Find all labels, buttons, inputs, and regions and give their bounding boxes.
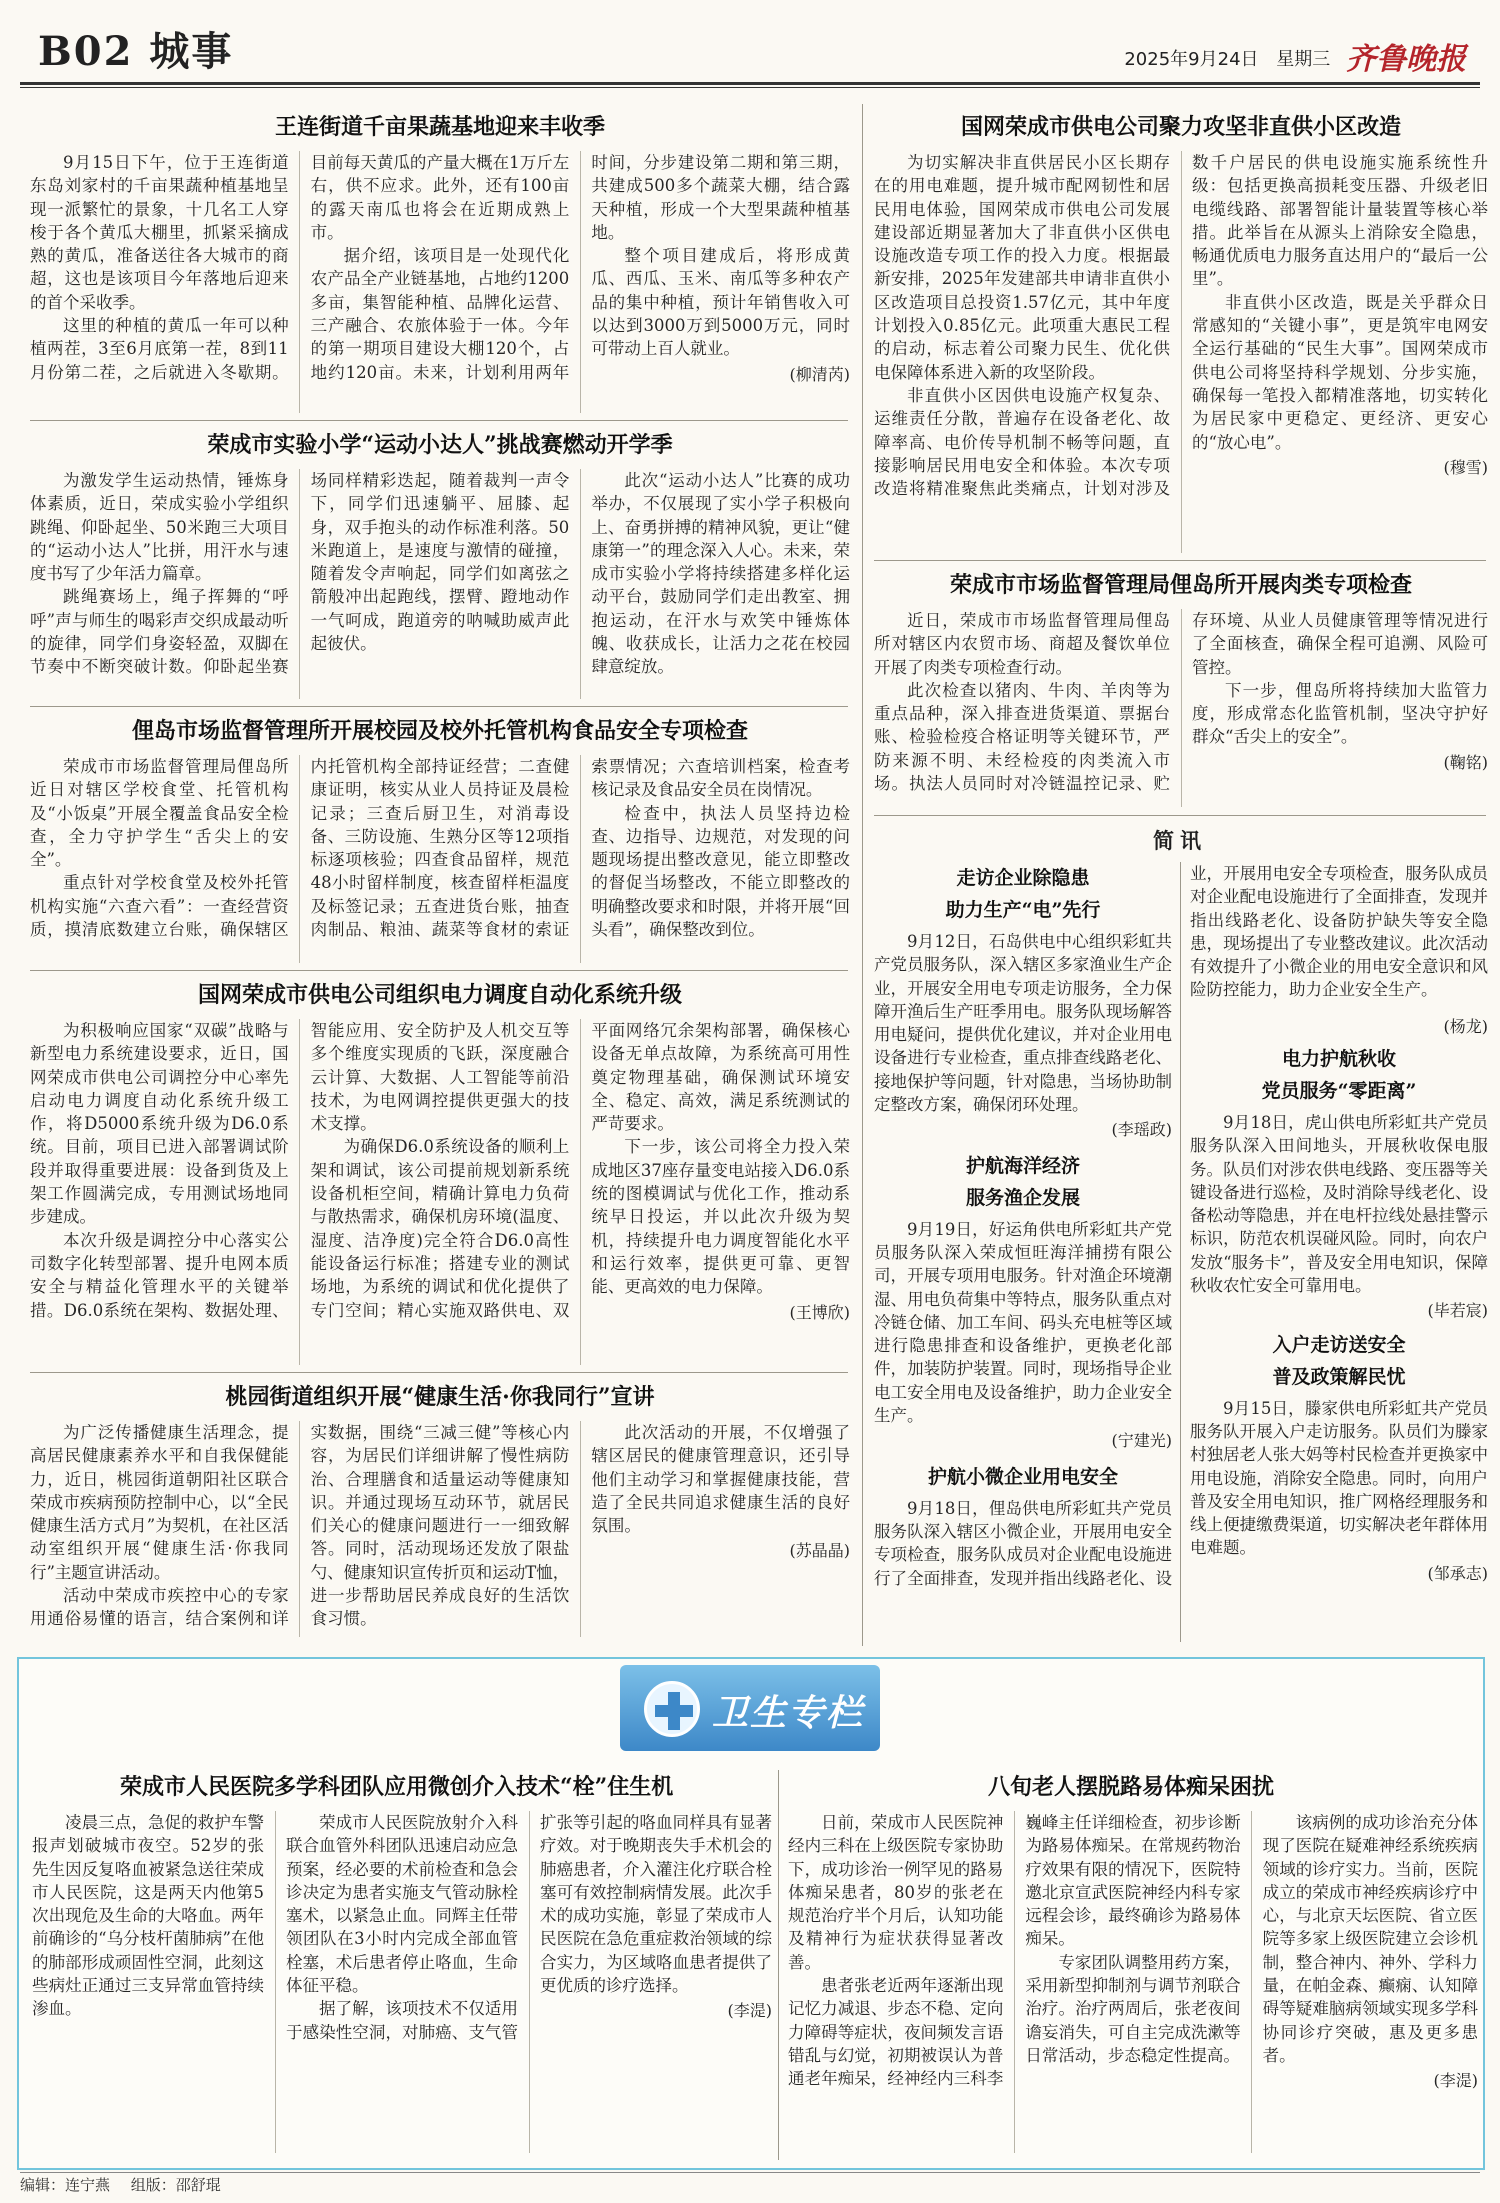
article-body (32, 1811, 772, 2153)
medical-cross-icon (644, 1681, 700, 1737)
paragraph: 9月18日，虎山供电所彩虹共产党员服务队深入田间地头，开展秋收保电服务。队员们对涉农供电线路、变压器等关键设备进行巡检，及时消除导线老化、设备松动等隐患，并在电杆拉线处悬挂警示标识，防范农机误碰风险。同时，向农户发放“服务卡”，普及安全用电知识，保障秋收农忙安全可靠用电。 (1190, 1113, 1488, 1296)
paragraph: 据介绍，该项目是一处现代化农产品全产业链基地，占地约1200多亩，集智能种植、品牌化运营、三产融合、农旅体验于一体。今年的第一期项目建设大棚120个，占地约120亩。未来，计划利用两年时间，分步建设第二期和第三期，共建成500多个蔬菜大棚，结合露天种植，形成一个大型果蔬种植基地。 (310, 153, 850, 382)
brief-title: 入户走访送安全 (1272, 1333, 1406, 1356)
paragraph: 9月15日，滕家供电所彩虹共产党员服务队开展入户走访服务。队员们为滕家村独居老人张大妈等村民检查并更换家中用电设施，消除安全隐患。同时，向用户普及安全用电知识，推广网格经理服务和线上便捷缴费渠道，切实解决老年群体用电难题。 (1190, 1398, 1488, 1558)
paragraph: 凌晨三点，急促的救护车警报声划破城市夜空。52岁的张先生因反复咯血被紧急送往荣成市人民医院，这是两天内他第5次出现危及生命的大咯血。两年前确诊的“乌分枝杆菌肺病”在他的肺部形成顽固性空洞，此刻这些病灶正通过三支异常血管持续渗血。 (32, 1813, 264, 2019)
brief-body (1190, 1397, 1488, 1585)
brief-title: 护航海洋经济 (965, 1154, 1080, 1177)
paragraph: 9月19日，好运角供电所彩虹共产党员服务队深入荣成恒旺海洋捕捞有限公司，开展专项用电服务。针对渔企环境潮湿、用电负荷集中等特点，服务队重点对冷链仓储、加工车间、码头充电桩等区域进行隐患排查和设备维护，更换老化部件，加装防护装置。同时，现场指导企业电工安全用电及设备维护，助力企业安全生产。 (874, 1219, 1172, 1426)
footer (20, 2174, 221, 2195)
article-title: 国网荣成市供电公司组织电力调度自动化系统升级 (197, 982, 682, 1008)
paragraph: 业，开展用电安全专项检查，服务队成员对企业配电设施进行了全面排查，发现并指出线路老化、设备防护缺失等安全隐患，现场提出了专业整改建议。此次活动有效提升了小微企业的用电安全意识和风险防控能力，助力企业安全生产。 (1190, 864, 1488, 1000)
paragraph: 9月18日，俚岛供电所彩虹共产党员服务队深入辖区小微企业，开展用电安全专项检查，服务队成员对企业配电设施进行了全面排查，发现并指出线路老化、设 (874, 1498, 1172, 1588)
paragraph: 为积极响应国家“双碳”战略与新型电力系统建设要求，近日，国网荣成市供电公司调控分中心率先启动电力调度自动化系统升级工作，将D5000系统升级为D6.0系统。目前，项目已进入部署调试阶段并取得重要进展：设备到货及上架工作圆满完成，专用测试场地同步建成。 (30, 1021, 289, 1227)
paragraph: 专家团队调整用药方案，采用新型抑制剂与调节剂联合治疗。治疗两周后，张老夜间谵妄消失，可自主完成洗漱等日常活动，步态稳定性提高。 (1025, 1952, 1241, 2065)
layout-credit: 组版：邵舒琨 (130, 2176, 221, 2194)
article-body (788, 1811, 1478, 2153)
paragraph: 患者张老近两年逐渐出现记忆力减退、步态不稳、定向力障碍等症状，夜间频发言语错乱与幻觉，初期被误认为普通老年痴呆，经神经内三科李巍峰主任详细检查，初步诊断为路易体痴呆。在常规药物治疗效果有限的情况下，医院特邀北京宣武医院神经内科专家远程会诊，最终确诊为路易体痴呆。 (788, 1813, 1241, 2089)
brief-title: 电力护航秋收 (1281, 1048, 1396, 1070)
paragraph: 9月15日下午，位于王连街道东岛刘家村的千亩果蔬种植基地呈现一派繁忙的景象，十几名工人穿梭于各个黄瓜大棚里，抓紧采摘成熟的黄瓜，准备送往各大城市的商超，这也是该项目今年落地后迎来的首个采收季。 (30, 153, 289, 312)
header-meta (1124, 34, 1466, 78)
paragraph: 据了解，该项技术不仅适用于感染性空洞，对肺癌、支气管扩张等引起的咯血同样具有显著疗效。对于晚期丧失手术机会的肺癌患者，介入灌注化疗联合栓塞可有效控制病情发展。此次手术的成功实施，彰显了荣成市人民医院在急危重症救治领域的综合实力，为区域咯血患者提供了更优质的诊疗选择。 (286, 1813, 772, 2042)
article-body (874, 609, 1488, 807)
brief-body (874, 930, 1172, 1142)
health-column-label: 卫生专栏 (712, 1693, 865, 1734)
article-body (874, 151, 1488, 553)
paragraph: 荣成市市场监督管理局俚岛所近日对辖区学校食堂、托管机构及“小饭桌”开展全覆盖食品安全检查，全力守护学生“舌尖上的安全”。 (30, 757, 289, 870)
article-body (30, 151, 850, 413)
issue-date: 2025年9月24日 (1124, 49, 1259, 70)
author: (李瑶政) (1111, 1120, 1172, 1140)
article-title: 荣成市人民医院多学科团队应用微创介入技术“栓”住生机 (120, 1774, 674, 1800)
article-lewy-body (788, 1770, 1478, 2160)
article-title: 荣成市实验小学“运动小达人”挑战赛燃动开学季 (207, 432, 673, 458)
paragraph: 为广泛传播健康生活理念，提高居民健康素养水平和自我保健能力，近日，桃园街道朝阳社区联合荣成市疾病预防控制中心，以“全民健康生活方式月”为契机，在社区活动室组织开展“健康生活·你我同行”主题宣讲活动。 (30, 1423, 289, 1582)
brief-body (1190, 1111, 1488, 1323)
paragraph: 活动中荣成市疾控中心的专家用通俗易懂的语言，结合案例和详实数据，围绕“三减三健”等核心内容，为居民们详细讲解了慢性病防治、合理膳食和适量运动等健康知识。并通过现场互动环节，就居民们关心的健康问题进行一一细致解答。同时，活动现场还发放了限盐勺、健康知识宣传折页和运动T恤，进一步帮助居民养成良好的生活饮食习惯。 (30, 1423, 570, 1629)
divider (30, 706, 848, 707)
paragraph: 为激发学生运动热情，锤炼身体素质，近日，荣成实验小学组织跳绳、仰卧起坐、50米跑三大项目的“运动小达人”比拼，用汗水与速度书写了少年活力篇章。 (30, 471, 289, 584)
paper-logo: 齐鲁晚报 (1346, 42, 1466, 77)
article-food-safety-school (30, 714, 850, 968)
paragraph: 为确保D6.0系统设备的顺利上架和调试，该公司提前规划新系统设备机柜空间，精确计算电力负荷与散热需求，确保机房环境(温度、湿度、洁净度)完全符合D6.0高性能设备运行标准；搭建专业的测试场地，为系统的调试和优化提供了专门空间；精心实施双路供电、双平面网络冗余架构部署，确保核心设备无单点故障，为系统高可用性奠定物理基础，确保测试环境安全、稳定、高效，满足系统测试的严苛要求。 (310, 1021, 850, 1320)
brief-body (874, 1218, 1172, 1453)
briefs-right-column (1190, 862, 1488, 1646)
paragraph: 下一步，俚岛所将持续加大监管力度，形成常态化监管机制，坚决守护好群众“舌尖上的安全”。 (1192, 680, 1488, 747)
article-body (30, 1019, 850, 1365)
divider (30, 420, 848, 421)
article-title: 荣成市市场监督管理局俚岛所开展肉类专项检查 (949, 572, 1412, 598)
author: (李湜) (1433, 2071, 1478, 2091)
article-body (30, 1421, 850, 1637)
health-column-banner (620, 1665, 880, 1751)
article-body (30, 755, 850, 963)
author: (鞠铭) (1443, 752, 1488, 772)
column-divider (862, 104, 863, 1646)
author: (宁建光) (1111, 1431, 1172, 1451)
article-embolization (32, 1770, 772, 2160)
header-rule (20, 82, 1480, 85)
article-sports-kids (30, 428, 850, 704)
paragraph: 本次升级是调控分中心落实公司数字化转型部署、提升电网本质安全与精益化管理水平的关键举措。D6.0系统在架构、数据处理、智能应用、安全防护及人机交互等多个维度实现质的飞跃，深度融合云计算、大数据、人工智能等前沿技术，为电网调控提供更强大的技术支撑。 (30, 1021, 570, 1320)
masthead (0, 0, 1500, 100)
article-healthy-living (30, 1380, 850, 1642)
brief-subtitle: 普及政策解民忧 (1272, 1365, 1406, 1388)
paragraph: 跳绳赛场上，绳子挥舞的“呼呼”声与师生的喝彩声交织成最动听的旋律，同学们身姿轻盈，双脚在节奏中不断突破计数。仰卧起坐赛场同样精彩迭起，随着裁判一声令下，同学们迅速躺平、屈膝、起身，双手抱头的动作标准利落。50米跑道上，是速度与激情的碰撞，随着发令声响起，同学们如离弦之箭般冲出起跑线，摆臂、蹬地动作一气呵成，跑道旁的呐喊助威声此起彼伏。 (30, 471, 570, 677)
paragraph: 该病例的成功诊治充分体现了医院在疑难神经系统疾病领域的诊疗实力。当前，医院成立的荣成市神经疾病诊疗中心，与北京天坛医院、省立医院等多家上级医院建立会诊机制，整合神内、神外、学科力量，在帕金森、癫痫、认知障碍等疑难脑病领域实现多学科协同诊疗突破，惠及更多患者。 (1262, 1813, 1478, 2065)
brief-title: 走访企业除隐患 (956, 867, 1090, 889)
brief-item (874, 862, 1172, 1142)
paragraph: 非直供小区改造，既是关乎群众日常感知的“关键小事”，更是筑牢电网安全运行基础的“民生大事”。国网荣成市供电公司将坚持科学规划、分步实施，确保每一笔投入都精准落地，切实转化为居民家中更稳定、更经济、更安心的“放心电”。 (1192, 292, 1488, 452)
paragraph: 此次检查以猪肉、牛肉、羊肉等为重点品种，深入排查进货渠道、票据台账、检验检疫合格证明等关键环节，严防来源不明、未经检疫的肉类流入市场。执法人员同时对冷链温控记录、贮存环境、从业人员健康管理等情况进行了全面核查，确保全程可追溯、风险可管控。 (874, 611, 1488, 794)
briefs-left-column (874, 862, 1172, 1646)
editor-credit: 编辑：连宁燕 (20, 2176, 111, 2194)
article-title: 俚岛市场监督管理所开展校园及校外托管机构食品安全专项检查 (131, 718, 748, 744)
brief-item (874, 1461, 1172, 1607)
author: (柳清芮) (789, 364, 850, 384)
divider (30, 970, 848, 971)
brief-subtitle: 服务渔企发展 (965, 1186, 1080, 1209)
footer-rule (20, 2172, 1480, 2173)
paragraph: 非直供小区因供电设施产权复杂、运维责任分散，普遍存在设备老化、故障率高、电价传导机制不畅等问题，直接影响居民用电安全和体验。本次专项改造将精准聚焦此类痛点，计划对涉及数千户居民的供电设施实施系统性升级：包括更换高损耗变压器、升级老旧电缆线路、部署智能计量装置等核心举措。此举旨在从源头上消除安全隐患，畅通优质电力服务直达用户的“最后一公里”。 (874, 153, 1488, 499)
article-title: 王连街道千亩果蔬基地迎来丰收季 (274, 114, 605, 140)
article-title: 八旬老人摆脱路易体痴呆困扰 (988, 1774, 1275, 1800)
author: (苏晶晶) (789, 1541, 850, 1561)
paragraph: 此次活动的开展，不仅增强了辖区居民的健康管理意识，还引导他们主动学习和掌握健康技能，营造了全民共同追求健康生活的良好氛围。 (591, 1423, 850, 1536)
author: (王博欣) (789, 1302, 850, 1322)
briefs-divider (1180, 862, 1181, 1642)
paragraph: 近日，荣成市市场监督管理局俚岛所对辖区内农贸市场、商超及餐饮单位开展了肉类专项检查行动。 (874, 611, 1170, 677)
divider (30, 1372, 848, 1373)
article-title: 国网荣成市供电公司聚力攻坚非直供小区改造 (960, 114, 1401, 140)
article-title: 桃园街道组织开展“健康生活·你我同行”宣讲 (225, 1384, 655, 1410)
divider (874, 560, 1486, 561)
brief-body-continued (1190, 862, 1488, 1012)
header-rule-thin (20, 87, 1480, 88)
author: (邹承志) (1427, 1563, 1488, 1583)
paragraph: 重点针对学校食堂及校外托管机构实施“六查六看”：一查经营资质，摸清底数建立台账，确保辖区内托管机构全部持证经营；二查健康证明，核实从业人员持证及晨检记录；三查后厨卫生，对消毒设备、三防设施、生熟分区等12项指标逐项核验；四查食品留样，规范48小时留样制度，核查留样柜温度及标签记录；五查进货台账，抽查肉制品、粮油、蔬菜等食材的索证索票情况；六查培训档案，检查考核记录及食品安全员在岗情况。 (30, 757, 850, 940)
paragraph: 日前，荣成市人民医院神经内三科在上级医院专家协助下，成功诊治一例罕见的路易体痴呆患者，80岁的张老在规范治疗半个月后，认知功能及精神行为症状获得显著改善。 (788, 1813, 1004, 1972)
brief-item (1190, 1043, 1488, 1323)
brief-item (874, 1150, 1172, 1453)
author: (李湜) (727, 2001, 772, 2021)
paragraph: 此次“运动小达人”比赛的成功举办，不仅展现了实小学子积极向上、奋勇拼搏的精神风貌，更让“健康第一”的理念深入人心。未来，荣成市实验小学将持续搭建多样化运动平台，鼓励同学们走出教室、拥抱运动，在汗水与欢笑中锤炼体魄、收获成长，让活力之花在校园肆意绽放。 (591, 471, 850, 677)
brief-subtitle: 党员服务“零距离” (1261, 1080, 1417, 1102)
brief-item (1190, 1329, 1488, 1585)
paragraph: 为切实解决非直供居民小区长期存在的用电难题，提升城市配网韧性和居民用电体验，国网荣成市供电公司发展建设部近期显著加大了非直供小区供电设施改造专项工作的投入力度。根据最新安排，2025年发建部共申请非直供小区改造项目总投资1.57亿元，其中年度计划投入0.85亿元。此项重大惠民工程的启动，标志着公司聚力民生、优化供电保障体系进入新的攻坚阶段。 (874, 153, 1170, 382)
divider (874, 815, 1486, 816)
article-non-direct-supply (874, 110, 1488, 558)
article-meat-inspection (874, 568, 1488, 812)
paragraph: 这里的种植的黄瓜一年可以种植两茬，3至6月底第一茬，8到11月份第二茬，之后就进入冬歇期。目前每天黄瓜的产量大概在1万斤左右，供不应求。此外，还有100亩的露天南瓜也将会在近期成熟上市。 (30, 153, 570, 382)
briefs-section-title: 简讯 (1153, 828, 1207, 853)
author: (杨龙) (1443, 1017, 1488, 1036)
paragraph: 下一步，该公司将全力投入荣成地区37座存量变电站接入D6.0系统的图模调试与优化工作，推动系统早日投运，并以此次升级为契机，持续提升电力调度智能化水平和运行效率，提供更可靠、更智能、更高效的电力保障。 (591, 1137, 850, 1297)
paragraph: 整个项目建成后，将形成黄瓜、西瓜、玉米、南瓜等多种农产品的集中种植，预计年销售收入可以达到3000万到5000万元，同时可带动上百人就业。 (591, 246, 850, 359)
article-grid-dispatch (30, 978, 850, 1370)
article-fruit-base (30, 110, 850, 420)
author: (毕若宸) (1427, 1301, 1488, 1321)
paragraph: 检查中，执法人员坚持边检查、边指导、边规范，对发现的问题现场提出整改意见，能立即整改的督促当场整改，不能立即整改的明确整改要求和时限，并将开展“回头看”，确保整改到位。 (591, 803, 850, 940)
health-divider (778, 1770, 779, 2160)
paragraph: 9月12日，石岛供电中心组织彩虹共产党员服务队，深入辖区多家渔业生产企业，开展安全用电专项走访服务，全力保障开渔后生产旺季用电。服务队现场解答用电疑问，提供优化建议，并对企业用电设备进行专业检查，重点排查线路老化、接地保护等问题，针对隐患，当场协助制定整改方案，确保闭环处理。 (874, 932, 1172, 1115)
page-label: B02 城事 (38, 28, 234, 75)
brief-subtitle: 助力生产“电”先行 (945, 899, 1101, 921)
brief-body (874, 1497, 1172, 1607)
author: (穆雪) (1443, 457, 1488, 477)
article-body (30, 469, 850, 699)
paragraph: 荣成市人民医院放射介入科联合血管外科团队迅速启动应急预案，经必要的术前检查和急会诊决定为患者实施支气管动脉栓塞术，以紧急止血。同辉主任带领团队在3小时内完成全部血管栓塞，术后患者停止咯血，生命体征平稳。 (286, 1813, 518, 1996)
brief-title: 护航小微企业用电安全 (927, 1465, 1118, 1488)
issue-weekday: 星期三 (1276, 49, 1331, 70)
